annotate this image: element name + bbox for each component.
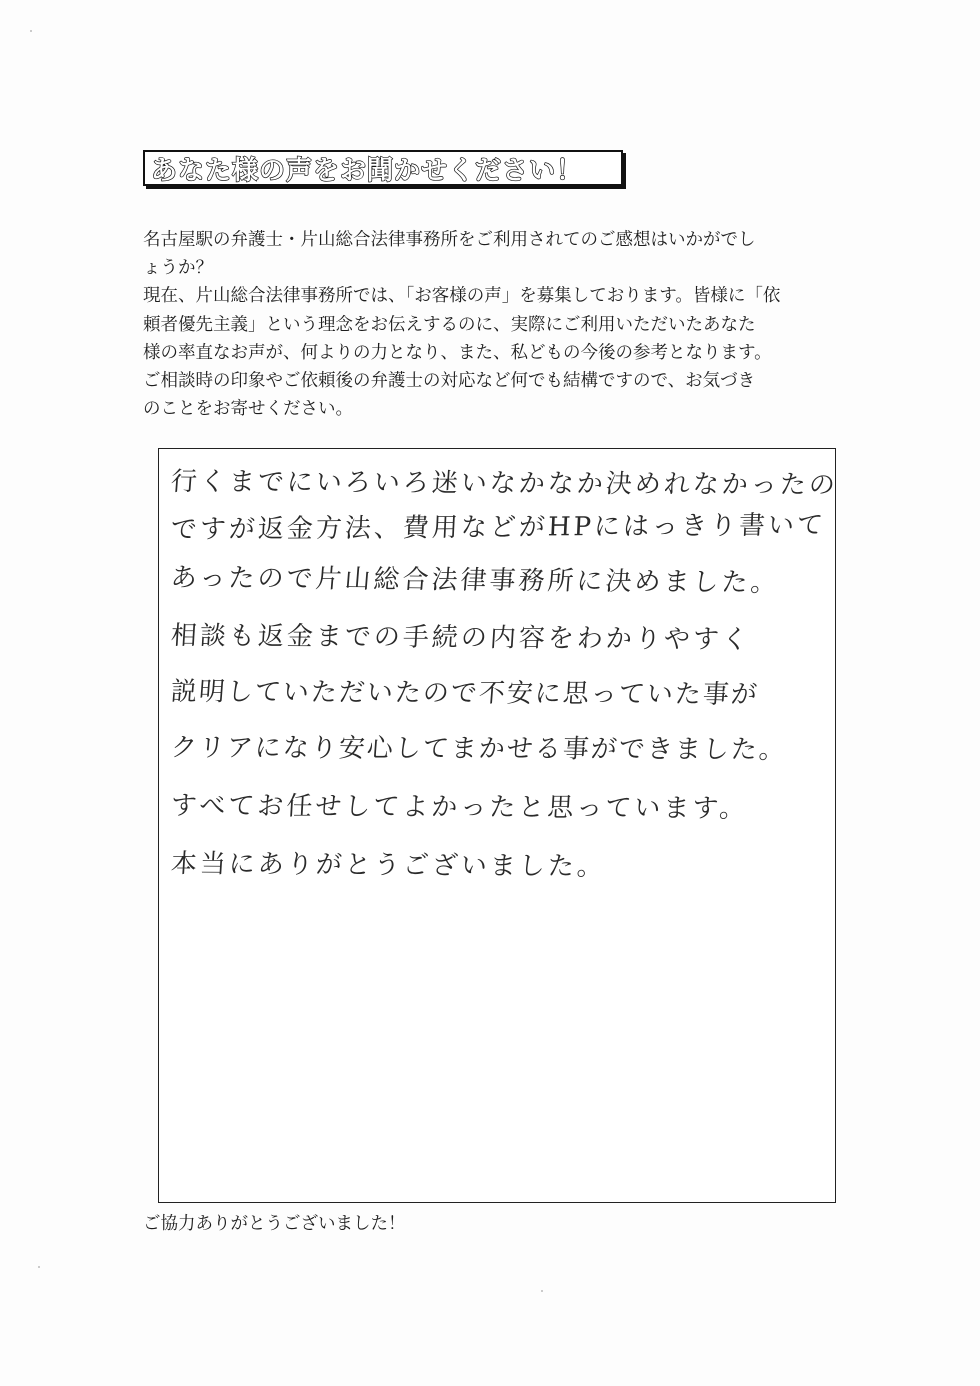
scan-speck	[38, 1266, 40, 1268]
intro-paragraph	[143, 226, 843, 423]
intro-line: 様の率直なお声が、何よりの力となり、また、私どもの今後の参考となります。	[143, 342, 772, 363]
intro-line: ご相談時の印象やご依頼後の弁護士の対応など何でも結構ですので、お気づき	[143, 371, 756, 392]
scan-speck	[541, 1290, 543, 1292]
intro-line: のことをお寄せください。	[143, 399, 353, 420]
handwritten-line: すべてお任せしてよかったと思っています。	[169, 791, 750, 825]
handwritten-line: あったので片山総合法律事務所に決めました。	[169, 563, 781, 599]
handwritten-comment-box	[158, 448, 839, 1203]
closing-thanks: ご協力ありがとうございました！	[143, 1214, 406, 1234]
handwritten-line: 相談も返金までの手続の内容をわかりやすく	[169, 621, 752, 656]
intro-line: 頼者優先主義」という理念をお伝えするのに、実際にご利用いただいたあなた	[143, 314, 756, 335]
title-banner	[143, 150, 623, 186]
handwritten-line: 行くまでにいろいろ迷いなかなか決めれなかったの	[169, 467, 839, 501]
page-title: あなた様の声をお聞かせください！	[151, 155, 584, 186]
intro-line: 現在、片山総合法律事務所では、「お客様の声」を募集しております。皆様に「依	[143, 286, 781, 307]
intro-line: ょうか？	[143, 258, 213, 279]
scan-speck	[30, 30, 32, 32]
handwritten-line: ですが返金方法、費用などがHPにはっきり書いて	[170, 510, 827, 546]
handwritten-line: クリアになり安心してまかせる事ができました。	[169, 733, 788, 766]
intro-line: 名古屋駅の弁護士・片山総合法律事務所をご利用されてのご感想はいかがでし	[143, 230, 756, 250]
handwritten-line: 本当にありがとうございました。	[169, 849, 607, 883]
handwritten-line: 説明していただいたので不安に思っていた事が	[169, 677, 760, 711]
